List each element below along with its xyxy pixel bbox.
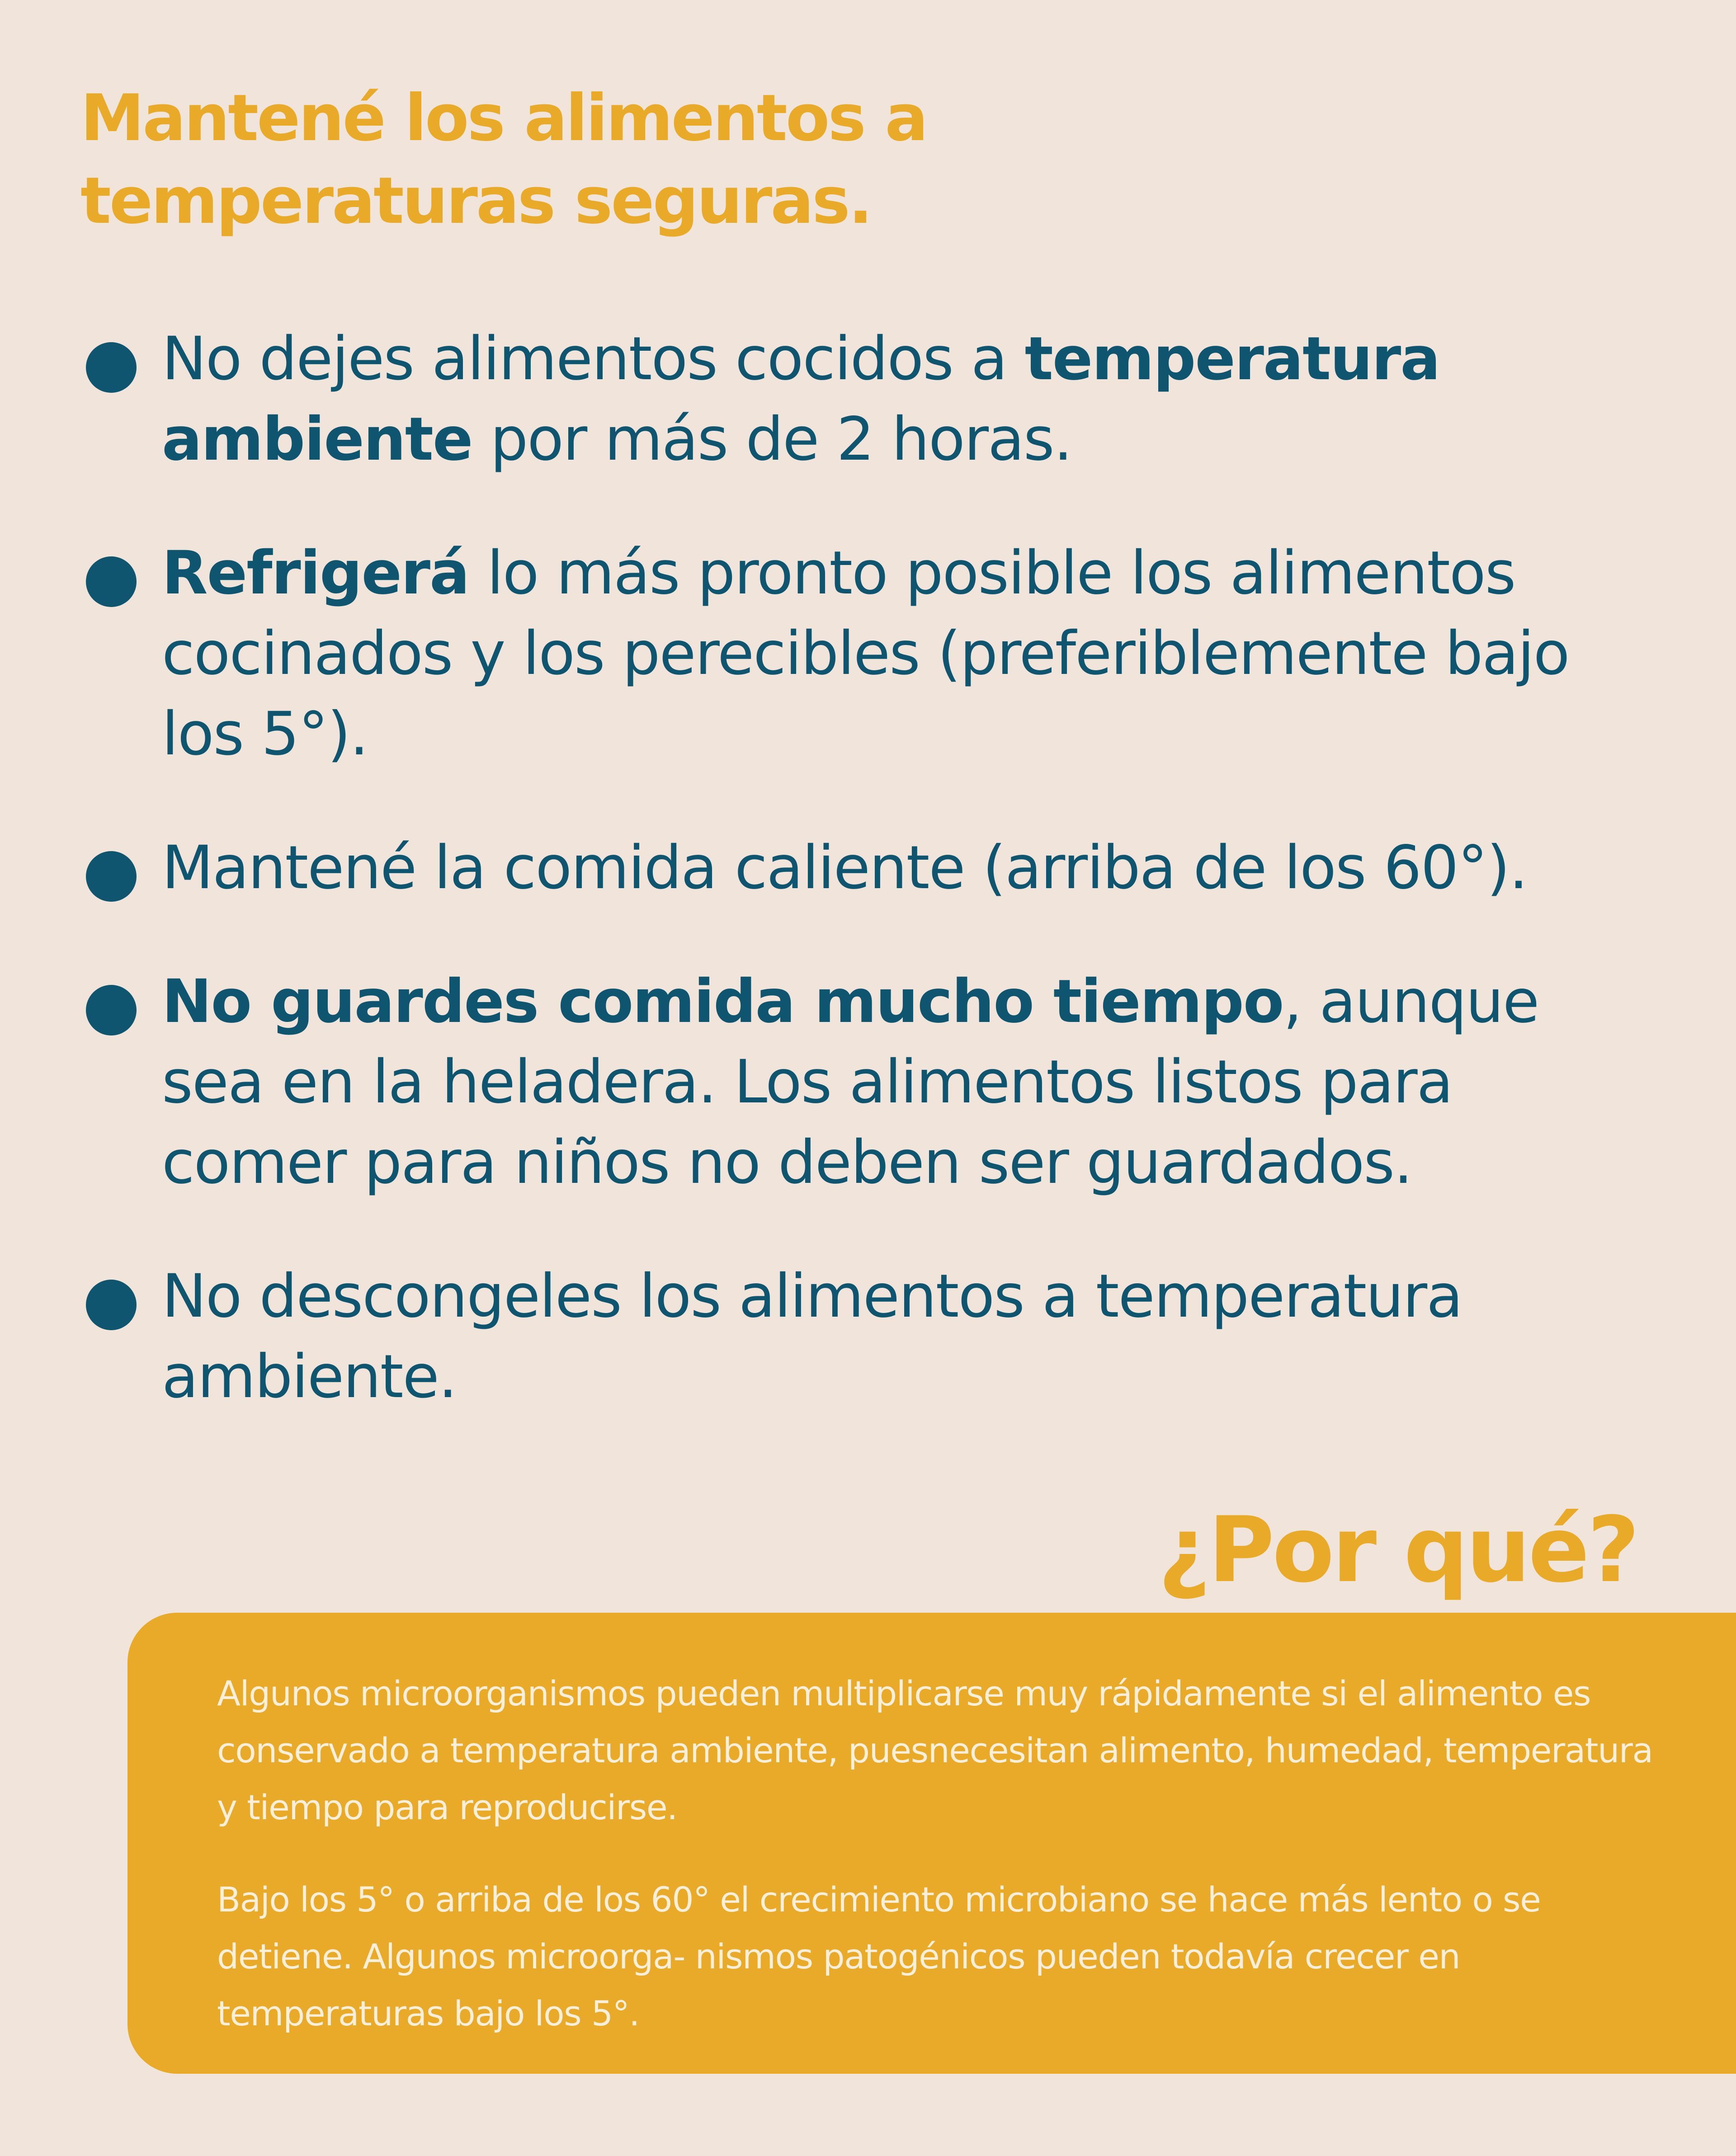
- tip-text: por más de 2 horas.: [472, 405, 1072, 474]
- why-paragraph: Bajo los 5° o arriba de los 60° el crecimiento microbiano se hace más lento o se detiene. Algunos microorga- nismos patogénicos pueden todavía crecer en temperaturas bajo los 5°.: [217, 1879, 1541, 2034]
- tip-text: No descongeles los alimentos a temperatura ambiente.: [162, 1262, 1462, 1412]
- why-paragraph: Algunos microorganismos pueden multiplicarse muy rápidamente si el alimento es conservado a temperatura ambiente, puesnecesitan alimento, humedad, temperatura y tiempo para reproducirse.: [217, 1673, 1653, 1827]
- bullet-dot-icon: [86, 851, 137, 902]
- tip-emphasis: No guardes comida mucho tiempo: [162, 967, 1283, 1036]
- bullet-dot-icon: [86, 342, 137, 393]
- tip-emphasis: temperatura ambiente: [162, 324, 1440, 474]
- tip-item: [80, 1256, 1645, 1417]
- why-heading: ¿Por qué?: [1158, 1497, 1637, 1603]
- tip-item: [80, 961, 1645, 1203]
- tip-item: [80, 533, 1645, 774]
- bullet-dot-icon: [86, 985, 137, 1036]
- tip-text: lo más pronto posible los alimentos cocinados y los perecibles (preferiblemente bajo los 5°).: [162, 538, 1569, 769]
- bullet-dot-icon: [86, 556, 137, 607]
- tip-text: No dejes alimentos cocidos a: [162, 324, 1025, 394]
- page-title: Mantené los alimentos a temperaturas seguras.: [80, 81, 927, 238]
- tip-item: [80, 319, 1645, 480]
- tip-text: , aunque sea en la heladera. Los alimentos listos para comer para niños no deben ser guardados.: [162, 967, 1539, 1197]
- tip-emphasis: Refrigerá: [162, 538, 469, 608]
- tip-item: [80, 828, 1645, 908]
- tip-text: Mantené la comida caliente (arriba de los 60°).: [162, 833, 1528, 903]
- bullet-dot-icon: [86, 1280, 137, 1330]
- tips-list: [80, 319, 1645, 1417]
- why-explanation-box: [127, 1613, 1736, 2074]
